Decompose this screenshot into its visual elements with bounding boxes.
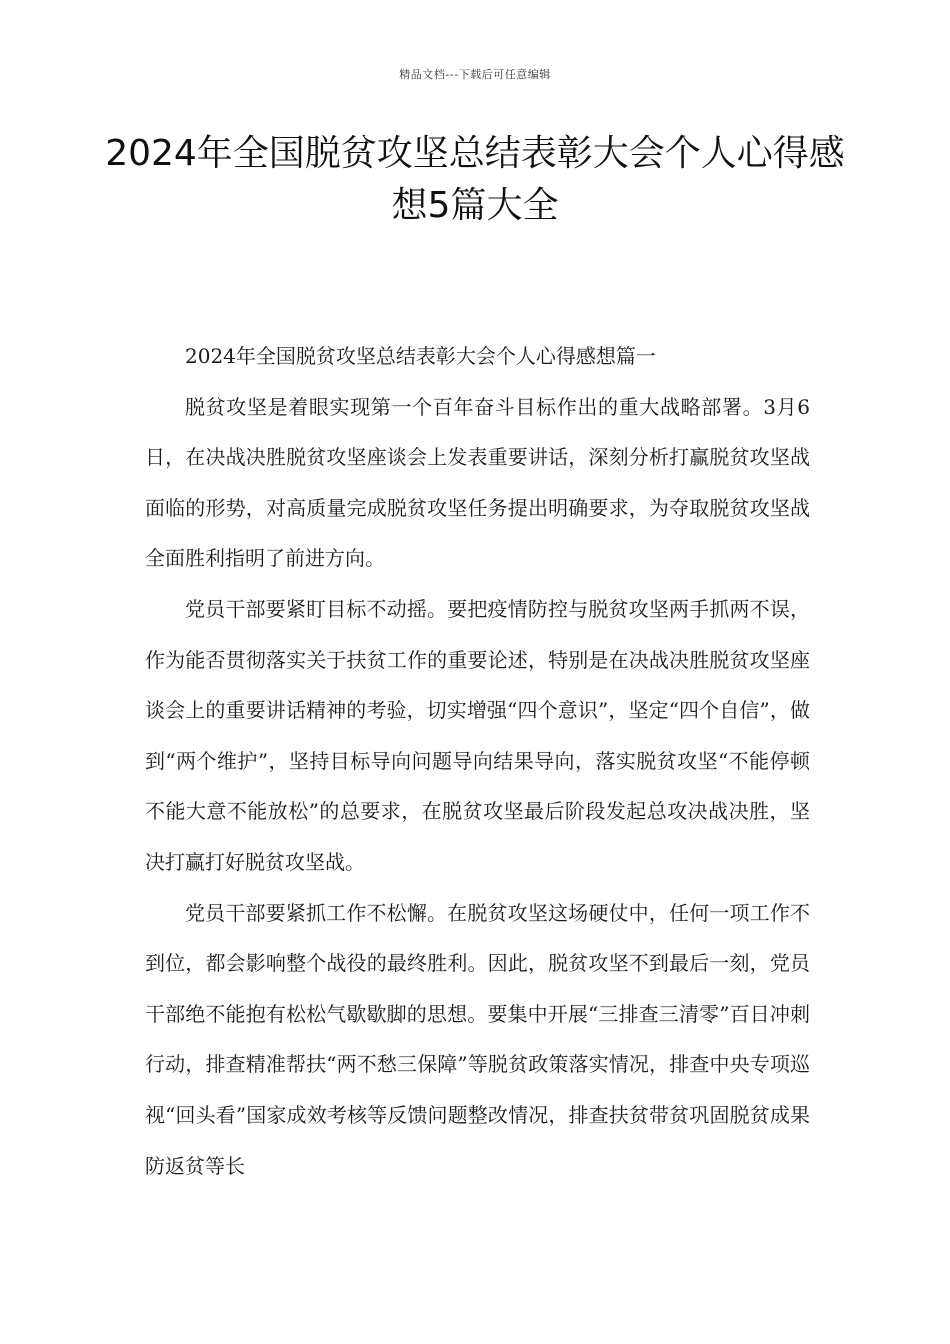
document-title: 2024年全国脱贫攻坚总结表彰大会个人心得感想5篇大全: [105, 133, 845, 226]
document-body: [145, 331, 810, 1191]
section-heading: 2024年全国脱贫攻坚总结表彰大会个人心得感想篇一: [185, 344, 656, 368]
body-paragraph: 党员干部要紧盯目标不动摇。要把疫情防控与脱贫攻坚两手抓两不误，作为能否贯彻落实关于扶贫工作的重要论述，特别是在决战决胜脱贫攻坚座谈会上的重要讲话精神的考验，切实增强“四个意识”，坚定“四个自信”，做到“两个维护”，坚持目标导向问题导向结果导向，落实脱贫攻坚“不能停顿不能大意不能放松”的总要求，在脱贫攻坚最后阶段发起总攻决战决胜，坚决打赢打好脱贫攻坚战。: [145, 596, 810, 874]
header-note: 精品文档---下载后可任意编辑: [399, 68, 551, 81]
body-paragraph: 党员干部要紧抓工作不松懈。在脱贫攻坚这场硬仗中，任何一项工作不到位，都会影响整个战役的最终胜利。因此，脱贫攻坚不到最后一刻，党员干部绝不能抱有松松气歇歇脚的思想。要集中开展“三排查三清零”百日冲刺行动，排查精准帮扶“两不愁三保障”等脱贫政策落实情况，排查中央专项巡视“回头看”国家成效考核等反馈问题整改情况，排查扶贫带贫巩固脱贫成果防返贫等长: [145, 900, 810, 1178]
body-paragraph: 脱贫攻坚是着眼实现第一个百年奋斗目标作出的重大战略部署。3月6日，在决战决胜脱贫攻坚座谈会上发表重要讲话，深刻分析打赢脱贫攻坚战面临的形势，对高质量完成脱贫攻坚任务提出明确要求，为夺取脱贫攻坚战全面胜利指明了前进方向。: [145, 394, 810, 571]
